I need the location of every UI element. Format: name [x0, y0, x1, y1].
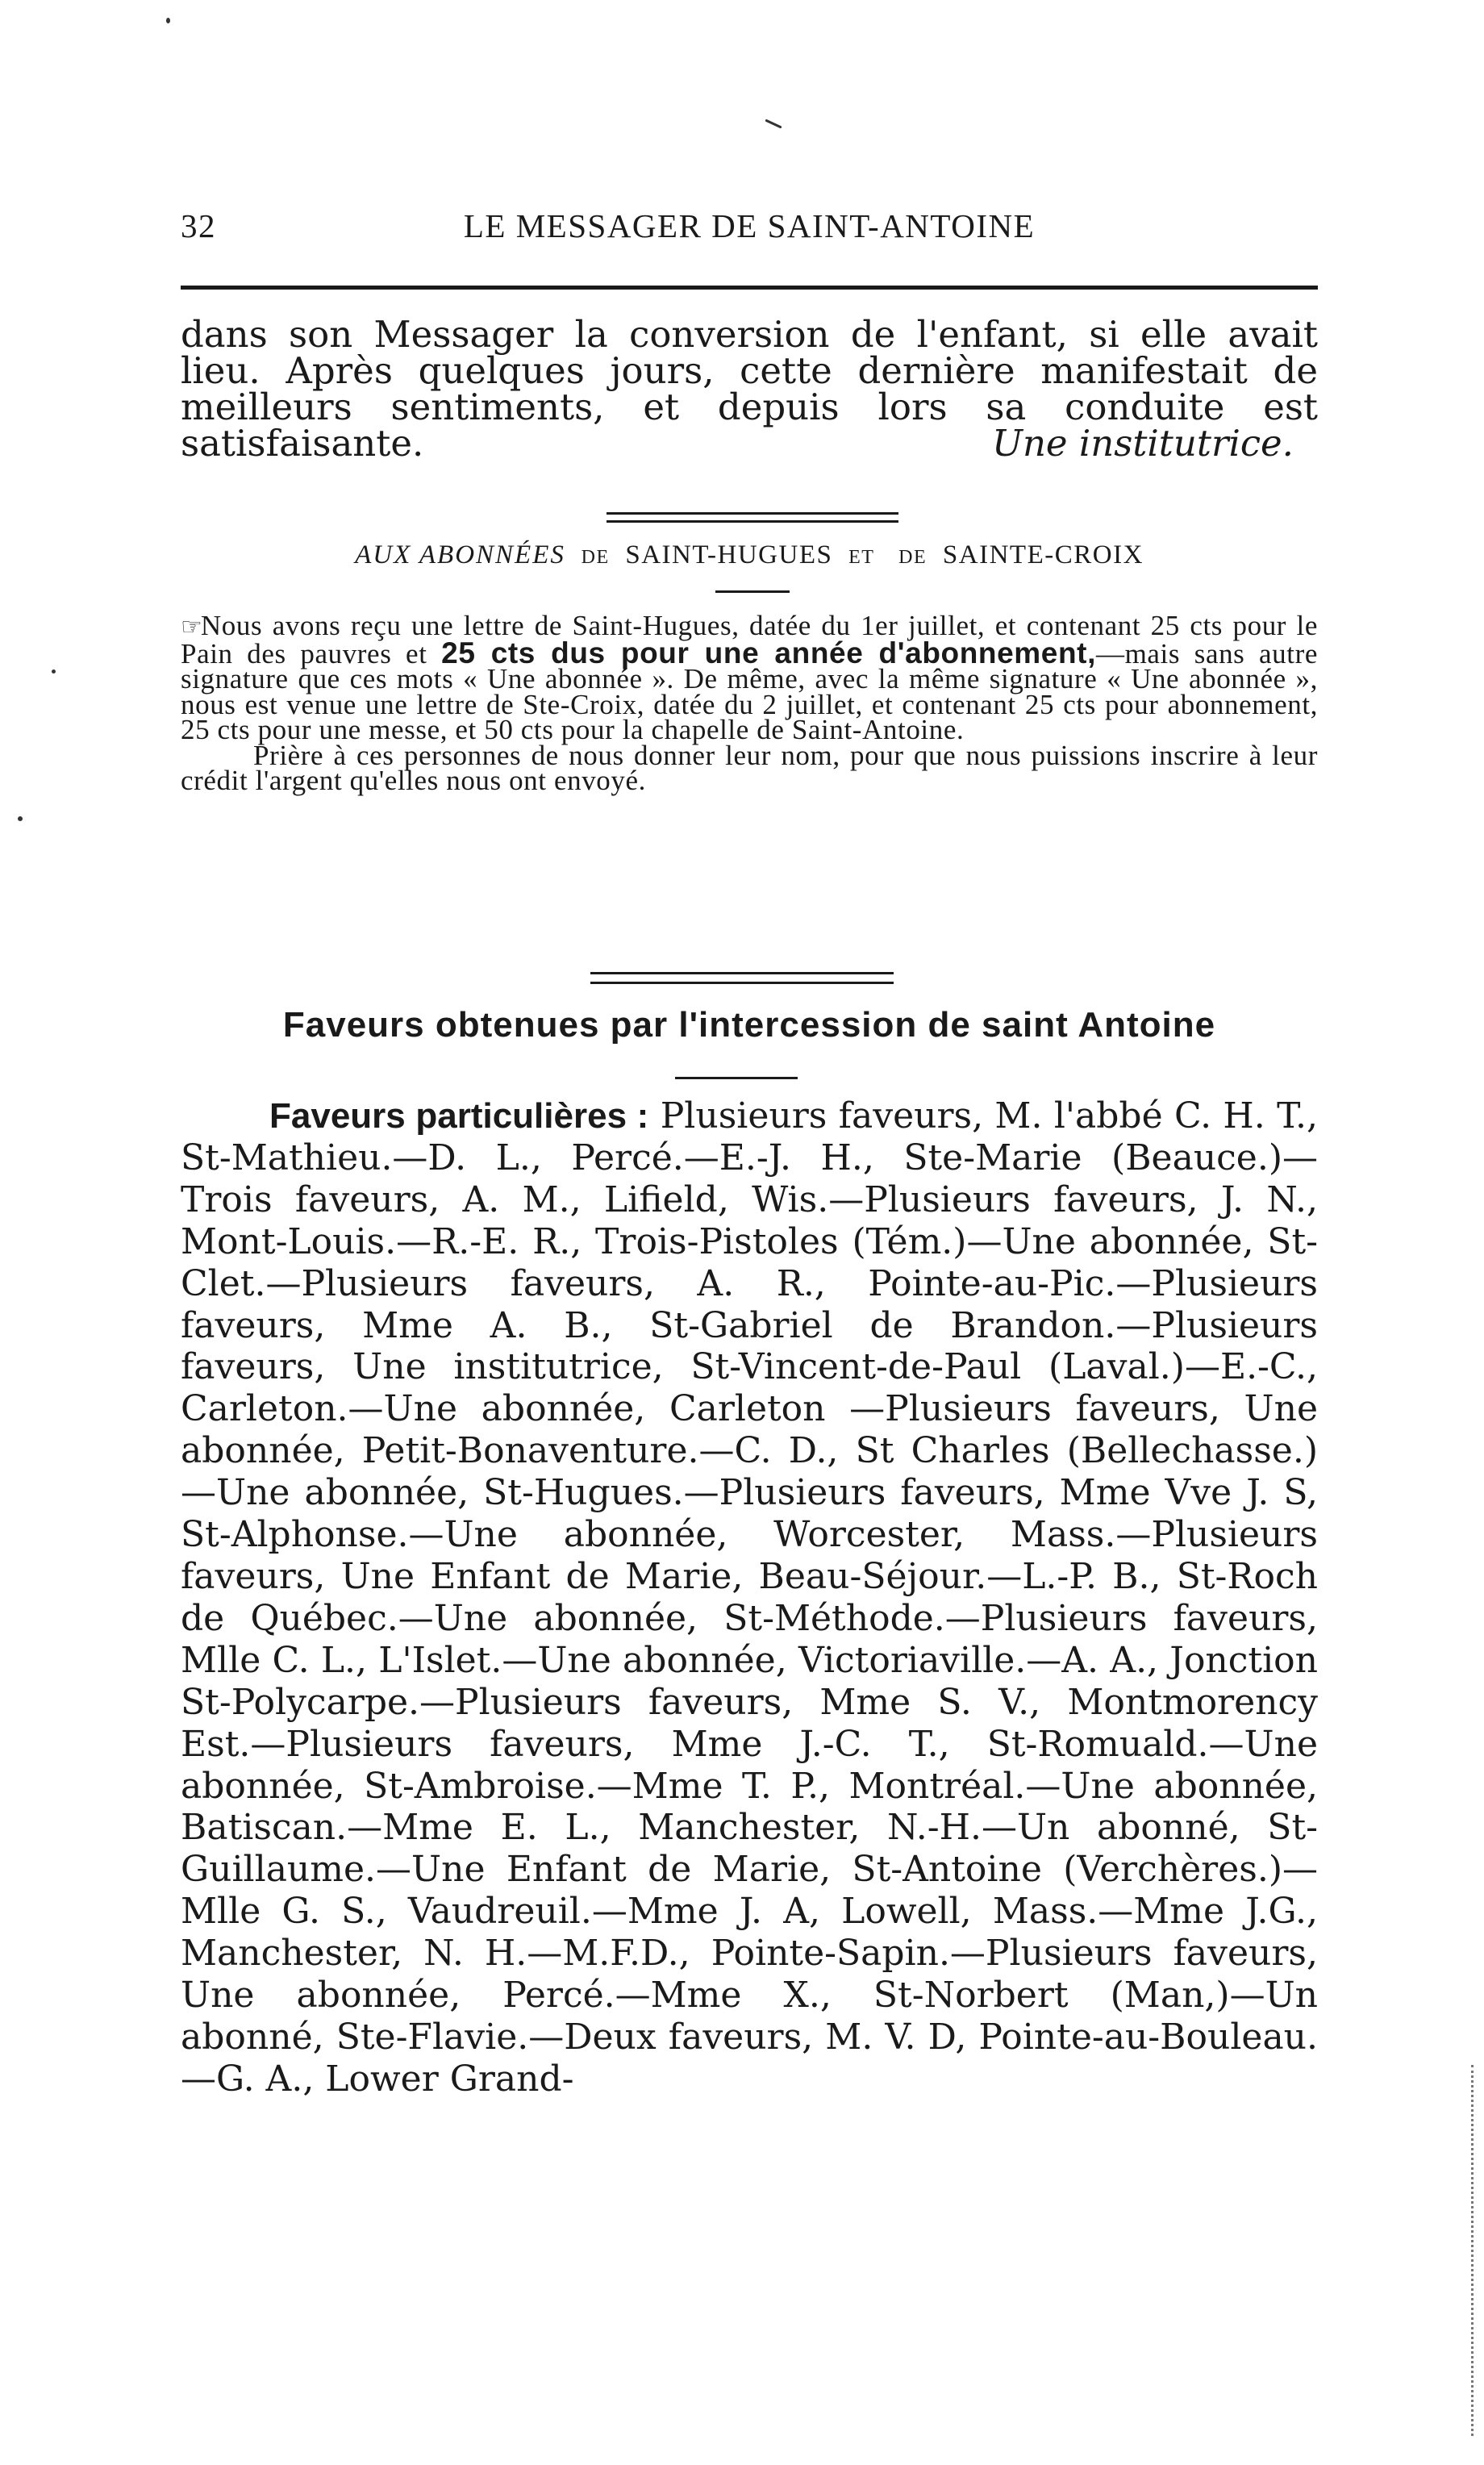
favours-lead: Faveurs particulières :: [269, 1096, 649, 1136]
running-header: [181, 206, 1318, 255]
favours-title-underline: [675, 1077, 798, 1079]
notice-p1-before: Nous avons reçu une lettre de Saint-Hugues, datée du 1er juillet, et contenant 25 cts pour le Pain des pauvres et: [181, 610, 1318, 669]
ink-speck: [18, 816, 23, 821]
page-number: 32: [181, 207, 216, 244]
header-rule: [181, 286, 1318, 290]
notice-paragraph-2: Prière à ces personnes de nous donner leur nom, pour que nous puissions inscrire à leur crédit l'argent qu'elles nous ont envoyé.: [181, 739, 1318, 796]
heading-de2: DE: [898, 547, 928, 568]
section-divider-top: [607, 512, 898, 515]
notice-paragraph-1: [181, 610, 1319, 745]
favours-text: Plusieurs faveurs, M. l'abbé C. H. T., St-Mathieu.—D. L., Percé.—E.-J. H., Ste-Marie (Beauce.)—Trois faveurs, A. M., Lifield, Wis.—Plusieurs faveurs, J. N., Mont-Louis.—R.-E. R., Trois-Pistoles (Tém.)—Une abonnée, St-Clet.—Plusieurs faveurs, A. R., Pointe-au-Pic.—Plusieurs faveurs, Mme A. B., St-Gabriel de Brandon.—Plusieurs faveurs, Une institutrice, St-Vincent-de-Paul (Laval.)—E.-C., Carleton.—Une abonnée, Carleton —Plusieurs faveurs, Une abonnée, Petit-Bonaventure.—C. D., St Charles (Bellechasse.)—Une abonnée, St-Hugues.—Plusieurs faveurs, Mme Vve J. S, St-Alphonse.—Une abonnée, Worcester, Mass.—Plusieurs faveurs, Une Enfant de Marie, Beau-Séjour.—L.-P. B., St-Roch de Québec.—Une abonnée, St-Méthode.—Plusieurs faveurs, Mlle C. L., L'Islet.—Une abonnée, Victoriaville.—A. A., Jonction St-Polycarpe.—Plusieurs faveurs, Mme S. V., Montmorency Est.—Plusieurs faveurs, Mme J.-C. T., St-Romuald.—Une abonnée, St-Ambroise.—Mme T. P., Montréal.—Une abonnée, Batiscan.—Mme E. L., Manchester, N.-H.—Un abonné, St-Guillaume.—Une Enfant de Marie, St-Antoine (Verchères.)—Mlle G. S., Vaudreuil.—Mme J. A, Lowell, Mass.—Mme J.G., Manchester, N. H.—M.F.D., Pointe-Sapin.—Plusieurs faveurs, Une abonnée, Percé.—Mme X., St-Norbert (Man,)—Un abonné, Ste-Flavie.—Deux faveurs, M. V. D, Pointe-au-Bouleau.—G. A., Lower Grand-: [181, 1095, 1318, 2100]
intro-text: dans son Messager la conversion de l'enfant, si elle avait lieu. Après quelques jours, cette dernière manifestait de meilleurs sentiments, et depuis lors sa conduite est satisfaisante.: [181, 313, 1318, 465]
section-divider-bottom: [607, 520, 898, 523]
notice-p1-bold: 25 cts dus pour une année d'abonnement,: [441, 636, 1096, 669]
section-heading: [181, 540, 1318, 570]
intro-paragraph: [181, 313, 1318, 465]
notice-block: [181, 610, 1319, 796]
heading-place2: SAINTE-CROIX: [942, 540, 1144, 569]
favours-divider-bottom: [590, 982, 894, 984]
pointing-hand-icon: ☞: [181, 614, 201, 640]
notice-p1-after: —mais sans autre signature que ces mots « Une abonnée ». De même, avec la même signature « Une abonnée », nous est venue une lettre de Ste-Croix, datée du 2 juillet, et contenant 25 cts pour abonnement, 25 cts pour une messe, et 50 cts pour la chapelle de Saint-Antoine.: [181, 637, 1319, 745]
favours-divider-top: [590, 972, 894, 974]
favours-body: [181, 1095, 1318, 2100]
heading-part1: AUX ABONNÉES: [355, 540, 565, 569]
heading-underline: [715, 590, 790, 593]
favours-title: Faveurs obtenues par l'intercession de saint Antoine: [282, 1005, 1216, 1045]
heading-de1: DE: [581, 547, 610, 568]
favours-paragraph: [181, 1095, 1318, 2100]
ink-speck: [52, 669, 56, 674]
heading-et: ET: [848, 547, 875, 568]
heading-place1: SAINT-HUGUES: [625, 540, 833, 569]
running-title: LE MESSAGER DE SAINT-ANTOINE: [463, 207, 1036, 244]
ink-speck: [166, 18, 170, 23]
intro-signature: Une institutrice.: [992, 422, 1294, 465]
page-edge-shadow: [1471, 2065, 1478, 2436]
ink-speck: [765, 119, 782, 128]
